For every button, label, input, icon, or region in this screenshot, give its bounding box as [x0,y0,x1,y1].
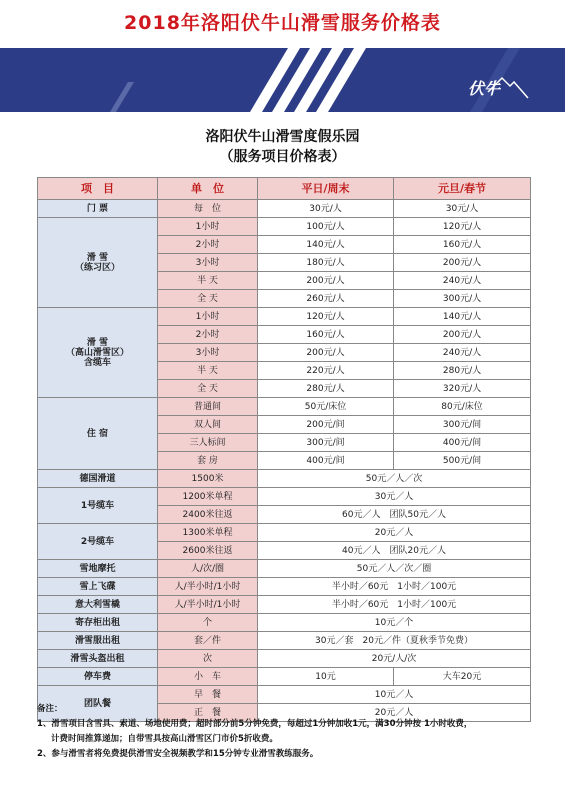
item-label-sub: （高山滑雪区） [65,347,129,358]
price-cell: 30元／人 [258,488,531,506]
notes-line-3: 2、参与滑雪者将免费提供滑雪安全视频教学和15分钟专业滑雪教练服务。 [37,749,319,759]
item-label: 滑 雪 [86,252,109,263]
item-cell [38,308,158,398]
notes [37,702,537,762]
unit-cell: 1500米 [158,470,258,488]
unit-cell: 套 房 [158,452,258,470]
price-cell: 10元／个 [258,614,531,632]
table-row [38,488,531,506]
table-row [38,524,531,542]
list-name: （服务项目价格表） [219,149,346,165]
table-row [38,398,531,416]
brand-logo [468,70,532,106]
unit-cell: 半 天 [158,362,258,380]
item-cell: 滑雪头盔出租 [38,650,158,668]
table-row [38,308,531,326]
header-item: 项 目 [38,178,158,200]
unit-cell: 套／件 [158,632,258,650]
unit-cell: 全 天 [158,380,258,398]
weekend-cell: 260元/人 [258,290,394,308]
price-cell: 30元／套 20元／件（夏秋季节免费） [258,632,531,650]
item-cell: 团队餐 [38,686,158,722]
unit-cell: 2小时 [158,236,258,254]
price-cell: 60元／人 团队50元／人 [258,506,531,524]
unit-cell: 1200米单程 [158,488,258,506]
item-cell: 住 宿 [38,398,158,470]
unit-cell: 1小时 [158,308,258,326]
unit-cell: 1小时 [158,218,258,236]
weekend-cell: 220元/人 [258,362,394,380]
table-row [38,560,531,578]
weekend-cell: 50元/床位 [258,398,394,416]
price-cell: 20元/人/次 [258,650,531,668]
page-title: 2018年洛阳伏牛山滑雪服务价格表 [124,12,441,34]
weekend-cell: 200元/人 [258,344,394,362]
table-row [38,686,531,704]
unit-cell: 1300米单程 [158,524,258,542]
table-row [38,668,531,686]
item-cell: 意大利雪橇 [38,596,158,614]
weekend-cell: 10元 [258,668,394,686]
price-cell: 半小时／60元 1小时／100元 [258,596,531,614]
banner [0,48,565,112]
header-unit: 单 位 [158,178,258,200]
item-cell: 停车费 [38,668,158,686]
unit-cell: 人/次/圈 [158,560,258,578]
holiday-cell: 300元/人 [394,290,531,308]
weekend-cell: 160元/人 [258,326,394,344]
unit-cell: 三人标间 [158,434,258,452]
table-row [38,470,531,488]
price-cell: 20元／人 [258,704,531,722]
holiday-cell: 120元/人 [394,218,531,236]
unit-cell: 个 [158,614,258,632]
table-row [38,650,531,668]
price-cell: 50元／人／次 [258,470,531,488]
weekend-cell: 100元/人 [258,218,394,236]
table-row [38,614,531,632]
table-row [38,596,531,614]
weekend-cell: 400元/间 [258,452,394,470]
unit-cell: 小 车 [158,668,258,686]
notes-line-1: 1、滑雪项目含雪具、索道、场地使用费；超时部分前5分钟免费，每超过1分钟加收1元，满30分钟按 1小时收费， [37,719,473,729]
holiday-cell: 30元/人 [394,200,531,218]
holiday-cell: 80元/床位 [394,398,531,416]
unit-cell: 早 餐 [158,686,258,704]
weekend-cell: 200元/间 [258,416,394,434]
item-label-sub: （练习区） [74,262,120,273]
item-cell: 1号缆车 [38,488,158,524]
item-cell: 2号缆车 [38,524,158,560]
notes-line-2: 计费时间推算递加；自带雪具按高山滑雪区门市价5折收费。 [51,734,278,744]
table-row [38,200,531,218]
unit-cell: 3小时 [158,254,258,272]
item-cell: 雪地摩托 [38,560,158,578]
item-cell: 德国滑道 [38,470,158,488]
weekend-cell: 300元/间 [258,434,394,452]
unit-cell: 2600米往返 [158,542,258,560]
unit-cell: 全 天 [158,290,258,308]
unit-cell: 3小时 [158,344,258,362]
mountain-icon [468,70,532,106]
item-cell: 滑雪服出租 [38,632,158,650]
table-row [38,578,531,596]
header-holiday: 元旦/春节 [394,178,531,200]
unit-cell: 普通间 [158,398,258,416]
holiday-cell: 240元/人 [394,344,531,362]
unit-cell: 人/半小时/1小时 [158,596,258,614]
holiday-cell: 大车20元 [394,668,531,686]
logo-text: 伏牛 [468,79,501,98]
holiday-cell: 300元/间 [394,416,531,434]
unit-cell: 人/半小时/1小时 [158,578,258,596]
holiday-cell: 320元/人 [394,380,531,398]
item-cell: 门 票 [38,200,158,218]
unit-cell: 双人间 [158,416,258,434]
holiday-cell: 500元/间 [394,452,531,470]
item-label-note: 含缆车 [83,357,111,368]
item-cell [38,218,158,308]
unit-cell: 次 [158,650,258,668]
weekend-cell: 200元/人 [258,272,394,290]
item-label: 滑 雪 [86,337,109,348]
table-header [38,178,531,200]
weekend-cell: 30元/人 [258,200,394,218]
unit-cell: 正 餐 [158,704,258,722]
unit-cell: 2小时 [158,326,258,344]
price-cell: 半小时／60元 1小时／100元 [258,578,531,596]
table-row [38,632,531,650]
weekend-cell: 280元/人 [258,380,394,398]
price-cell: 40元／人 团队20元／人 [258,542,531,560]
holiday-cell: 140元/人 [394,308,531,326]
holiday-cell: 400元/间 [394,434,531,452]
weekend-cell: 180元/人 [258,254,394,272]
header-weekend: 平日/周末 [258,178,394,200]
holiday-cell: 240元/人 [394,272,531,290]
unit-cell: 每 位 [158,200,258,218]
resort-name: 洛阳伏牛山滑雪度假乐园 [205,129,360,145]
table-row [38,218,531,236]
price-cell: 10元／人 [258,686,531,704]
unit-cell: 半 天 [158,272,258,290]
holiday-cell: 200元/人 [394,326,531,344]
holiday-cell: 280元/人 [394,362,531,380]
item-cell: 雪上飞碟 [38,578,158,596]
price-cell: 50元／人／次／圈 [258,560,531,578]
holiday-cell: 160元/人 [394,236,531,254]
price-cell: 20元／人 [258,524,531,542]
unit-cell: 2400米往返 [158,506,258,524]
holiday-cell: 200元/人 [394,254,531,272]
notes-title: 备注： [37,704,63,714]
price-table [37,177,531,722]
weekend-cell: 140元/人 [258,236,394,254]
weekend-cell: 120元/人 [258,308,394,326]
item-cell: 寄存柜出租 [38,614,158,632]
